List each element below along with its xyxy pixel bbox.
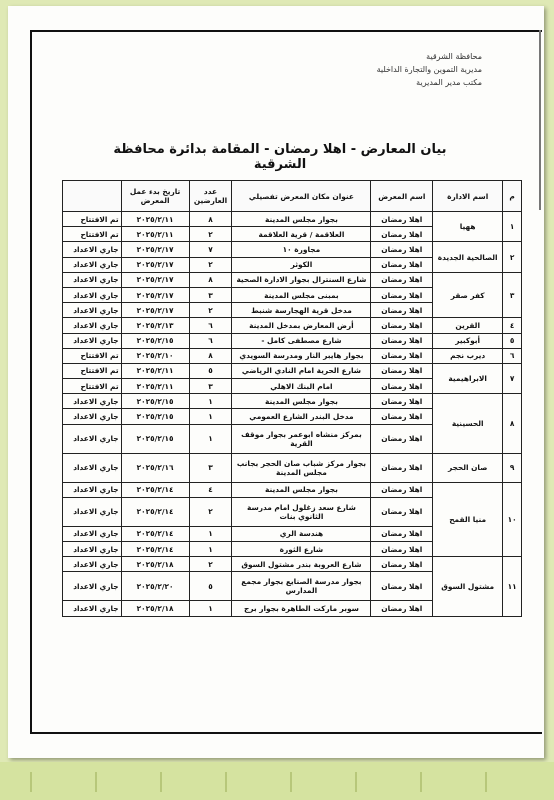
- cell-admin: الحسينية: [433, 394, 503, 453]
- cell-address: مدخل البندر الشارع العمومي: [232, 409, 371, 424]
- cell-status: جاري الاعداد: [63, 497, 122, 526]
- cell-status: جاري الاعداد: [63, 424, 122, 453]
- cell-date: ٢٠٢٥/٢/١٠: [121, 348, 189, 363]
- cell-name: اهلا رمضان: [371, 557, 433, 572]
- table-row: [63, 272, 522, 287]
- cell-address: سوبر ماركت الطاهرة بجوار برج: [232, 601, 371, 616]
- cell-count: ١: [189, 601, 232, 616]
- table-row: [63, 453, 522, 482]
- cell-index: ٢: [503, 242, 522, 272]
- cell-name: اهلا رمضان: [371, 482, 433, 497]
- cell-date: ٢٠٢٥/٢/١٧: [121, 303, 189, 318]
- cell-admin: كفر صقر: [433, 272, 503, 318]
- cell-count: ٨: [189, 272, 232, 287]
- strip-mark: [485, 772, 487, 792]
- cell-status: جاري الاعداد: [63, 542, 122, 557]
- cell-address: هندسة الري: [232, 526, 371, 541]
- col-header-count: عدد العارضين: [189, 181, 232, 212]
- cell-status: جاري الاعداد: [63, 318, 122, 333]
- table-row: [63, 212, 522, 227]
- cell-admin: القرين: [433, 318, 503, 333]
- cell-status: جاري الاعداد: [63, 557, 122, 572]
- cell-name: اهلا رمضان: [371, 453, 433, 482]
- cell-name: اهلا رمضان: [371, 333, 433, 348]
- strip-mark: [30, 772, 32, 792]
- cell-name: اهلا رمضان: [371, 272, 433, 287]
- cell-count: ٤: [189, 482, 232, 497]
- strip-mark: [95, 772, 97, 792]
- cell-address: شارع الحرية امام النادي الرياضي: [232, 363, 371, 378]
- cell-name: اهلا رمضان: [371, 363, 433, 378]
- cell-status: جاري الاعداد: [63, 601, 122, 616]
- cell-status: جاري الاعداد: [63, 453, 122, 482]
- cell-count: ٣: [189, 379, 232, 394]
- col-header-name: اسم المعرض: [371, 181, 433, 212]
- cell-count: ١: [189, 394, 232, 409]
- page-border-right: [539, 30, 541, 210]
- strip-mark: [420, 772, 422, 792]
- cell-count: ٢: [189, 257, 232, 272]
- cell-date: ٢٠٢٥/٢/١٨: [121, 557, 189, 572]
- cell-name: اهلا رمضان: [371, 212, 433, 227]
- letterhead-line-1: محافظة الشرقية: [426, 52, 482, 61]
- cell-date: ٢٠٢٥/٢/١٣: [121, 318, 189, 333]
- cell-index: ٧: [503, 363, 522, 393]
- cell-count: ٦: [189, 333, 232, 348]
- cell-name: اهلا رمضان: [371, 257, 433, 272]
- table-body: [63, 212, 522, 617]
- letterhead: [342, 50, 482, 89]
- cell-status: جاري الاعداد: [63, 482, 122, 497]
- cell-index: ٩: [503, 453, 522, 482]
- cell-status: جاري الاعداد: [63, 272, 122, 287]
- cell-date: ٢٠٢٥/٢/١٥: [121, 424, 189, 453]
- cell-count: ٢: [189, 557, 232, 572]
- col-header-status: [63, 181, 122, 212]
- cell-date: ٢٠٢٥/٢/١٤: [121, 542, 189, 557]
- cell-date: ٢٠٢٥/٢/١٥: [121, 409, 189, 424]
- cell-address: مدخل قرية الهجارسة شنبط: [232, 303, 371, 318]
- cell-count: ٣: [189, 453, 232, 482]
- cell-count: ١: [189, 526, 232, 541]
- cell-status: جاري الاعداد: [63, 257, 122, 272]
- letterhead-line-2: مديرية التموين والتجارة الداخلية: [376, 65, 482, 74]
- table-row: [63, 557, 522, 572]
- table-row: [63, 318, 522, 333]
- table-row: [63, 242, 522, 257]
- cell-index: ١٠: [503, 482, 522, 557]
- cell-address: بجوار مجلس المدينة: [232, 394, 371, 409]
- cell-admin: منيا القمح: [433, 482, 503, 557]
- cell-date: ٢٠٢٥/٢/١٧: [121, 242, 189, 257]
- cell-address: شارع السنترال بجوار الادارة الصحية: [232, 272, 371, 287]
- cell-status: تم الافتتاح: [63, 227, 122, 242]
- cell-index: ٦: [503, 348, 522, 363]
- cell-status: جاري الاعداد: [63, 242, 122, 257]
- cell-address: أرض المعارض بمدخل المدينة: [232, 318, 371, 333]
- cell-count: ١: [189, 542, 232, 557]
- cell-admin: أبوكبير: [433, 333, 503, 348]
- cell-status: تم الافتتاح: [63, 212, 122, 227]
- cell-count: ١: [189, 424, 232, 453]
- cell-address: شارع الثورة: [232, 542, 371, 557]
- col-header-admin: اسم الادارة: [433, 181, 503, 212]
- table-row: [63, 394, 522, 409]
- cell-count: ٥: [189, 363, 232, 378]
- cell-name: اهلا رمضان: [371, 287, 433, 302]
- cell-date: ٢٠٢٥/٢/١٥: [121, 333, 189, 348]
- col-header-date: تاريخ بدء عمل المعرض: [121, 181, 189, 212]
- cell-address: مجاورة ١٠: [232, 242, 371, 257]
- cell-address: بجوار مجلس المدينة: [232, 482, 371, 497]
- cell-count: ٢: [189, 497, 232, 526]
- cell-name: اهلا رمضان: [371, 542, 433, 557]
- cell-address: شارع مصطفى كامل -: [232, 333, 371, 348]
- cell-admin: مشتول السوق: [433, 557, 503, 616]
- bottom-strip: [0, 762, 554, 800]
- cell-name: اهلا رمضان: [371, 227, 433, 242]
- cell-address: شارع العروبة بندر مشتول السوق: [232, 557, 371, 572]
- cell-status: جاري الاعداد: [63, 572, 122, 601]
- cell-date: ٢٠٢٥/٢/١٧: [121, 257, 189, 272]
- cell-count: ٨: [189, 212, 232, 227]
- cell-date: ٢٠٢٥/٢/٢٠: [121, 572, 189, 601]
- cell-date: ٢٠٢٥/٢/١١: [121, 379, 189, 394]
- cell-name: اهلا رمضان: [371, 318, 433, 333]
- cell-name: اهلا رمضان: [371, 348, 433, 363]
- cell-date: ٢٠٢٥/٢/١١: [121, 227, 189, 242]
- cell-name: اهلا رمضان: [371, 409, 433, 424]
- cell-index: ٨: [503, 394, 522, 453]
- cell-admin: صان الحجر: [433, 453, 503, 482]
- cell-date: ٢٠٢٥/٢/١٤: [121, 497, 189, 526]
- cell-admin: ديرب نجم: [433, 348, 503, 363]
- cell-address: بجوار مجلس المدينة: [232, 212, 371, 227]
- strip-mark: [290, 772, 292, 792]
- cell-name: اهلا رمضان: [371, 601, 433, 616]
- cell-address: بمركز منشاه ابوعمر بجوار موقف القرية: [232, 424, 371, 453]
- cell-date: ٢٠٢٥/٢/١١: [121, 363, 189, 378]
- table-row: [63, 333, 522, 348]
- table-row: [63, 482, 522, 497]
- cell-index: ٣: [503, 272, 522, 318]
- table-header-row: [63, 181, 522, 212]
- cell-index: ٤: [503, 318, 522, 333]
- cell-name: اهلا رمضان: [371, 303, 433, 318]
- col-header-index: م: [503, 181, 522, 212]
- cell-count: ٥: [189, 572, 232, 601]
- cell-name: اهلا رمضان: [371, 379, 433, 394]
- cell-name: اهلا رمضان: [371, 497, 433, 526]
- cell-count: ٨: [189, 348, 232, 363]
- exhibitions-table: [62, 180, 522, 617]
- cell-address: بجوار مدرسة الصنايع بجوار مجمع المدارس: [232, 572, 371, 601]
- cell-admin: الابراهيمية: [433, 363, 503, 393]
- cell-count: ١: [189, 409, 232, 424]
- cell-name: اهلا رمضان: [371, 526, 433, 541]
- cell-name: اهلا رمضان: [371, 394, 433, 409]
- cell-address: امام البنك الاهلي: [232, 379, 371, 394]
- cell-address: بجوار هايبر النار ومدرسة السويدي: [232, 348, 371, 363]
- col-header-address: عنوان مكان المعرض تفصيلي: [232, 181, 371, 212]
- letterhead-line-3: مكتب مدير المديرية: [416, 78, 482, 87]
- cell-date: ٢٠٢٥/٢/١٥: [121, 394, 189, 409]
- cell-address: بجوار مركز شباب صان الحجر بجانب مجلس المدينة: [232, 453, 371, 482]
- cell-date: ٢٠٢٥/٢/١٤: [121, 482, 189, 497]
- cell-name: اهلا رمضان: [371, 242, 433, 257]
- cell-date: ٢٠٢٥/٢/١٤: [121, 526, 189, 541]
- strip-mark: [225, 772, 227, 792]
- document-title: بيان المعارض - اهلا رمضان - المقامة بدائرة محافظة الشرقية: [113, 142, 447, 172]
- table-row: [63, 348, 522, 363]
- strip-mark: [160, 772, 162, 792]
- cell-status: تم الافتتاح: [63, 363, 122, 378]
- cell-status: جاري الاعداد: [63, 333, 122, 348]
- cell-date: ٢٠٢٥/٢/١٧: [121, 272, 189, 287]
- cell-name: اهلا رمضان: [371, 424, 433, 453]
- cell-status: تم الافتتاح: [63, 348, 122, 363]
- cell-index: ١: [503, 212, 522, 242]
- cell-admin: ههيا: [433, 212, 503, 242]
- cell-date: ٢٠٢٥/٢/١٨: [121, 601, 189, 616]
- cell-status: جاري الاعداد: [63, 303, 122, 318]
- cell-address: بمبنى مجلس المدينة: [232, 287, 371, 302]
- cell-count: ٣: [189, 287, 232, 302]
- cell-status: تم الافتتاح: [63, 379, 122, 394]
- cell-date: ٢٠٢٥/٢/١٦: [121, 453, 189, 482]
- cell-address: الكوثر: [232, 257, 371, 272]
- cell-address: شارع سعد زغلول امام مدرسة الثانوي بنات: [232, 497, 371, 526]
- cell-address: العلاقمة / قرية العلاقمة: [232, 227, 371, 242]
- cell-index: ١١: [503, 557, 522, 616]
- cell-index: ٥: [503, 333, 522, 348]
- cell-date: ٢٠٢٥/٢/١١: [121, 212, 189, 227]
- cell-count: ٢: [189, 303, 232, 318]
- cell-status: جاري الاعداد: [63, 287, 122, 302]
- cell-status: جاري الاعداد: [63, 394, 122, 409]
- cell-count: ٧: [189, 242, 232, 257]
- strip-mark: [355, 772, 357, 792]
- cell-date: ٢٠٢٥/٢/١٧: [121, 287, 189, 302]
- table-row: [63, 363, 522, 378]
- cell-count: ٢: [189, 227, 232, 242]
- cell-admin: الصالحية الجديدة: [433, 242, 503, 272]
- cell-status: جاري الاعداد: [63, 526, 122, 541]
- cell-name: اهلا رمضان: [371, 572, 433, 601]
- cell-status: جاري الاعداد: [63, 409, 122, 424]
- cell-count: ٦: [189, 318, 232, 333]
